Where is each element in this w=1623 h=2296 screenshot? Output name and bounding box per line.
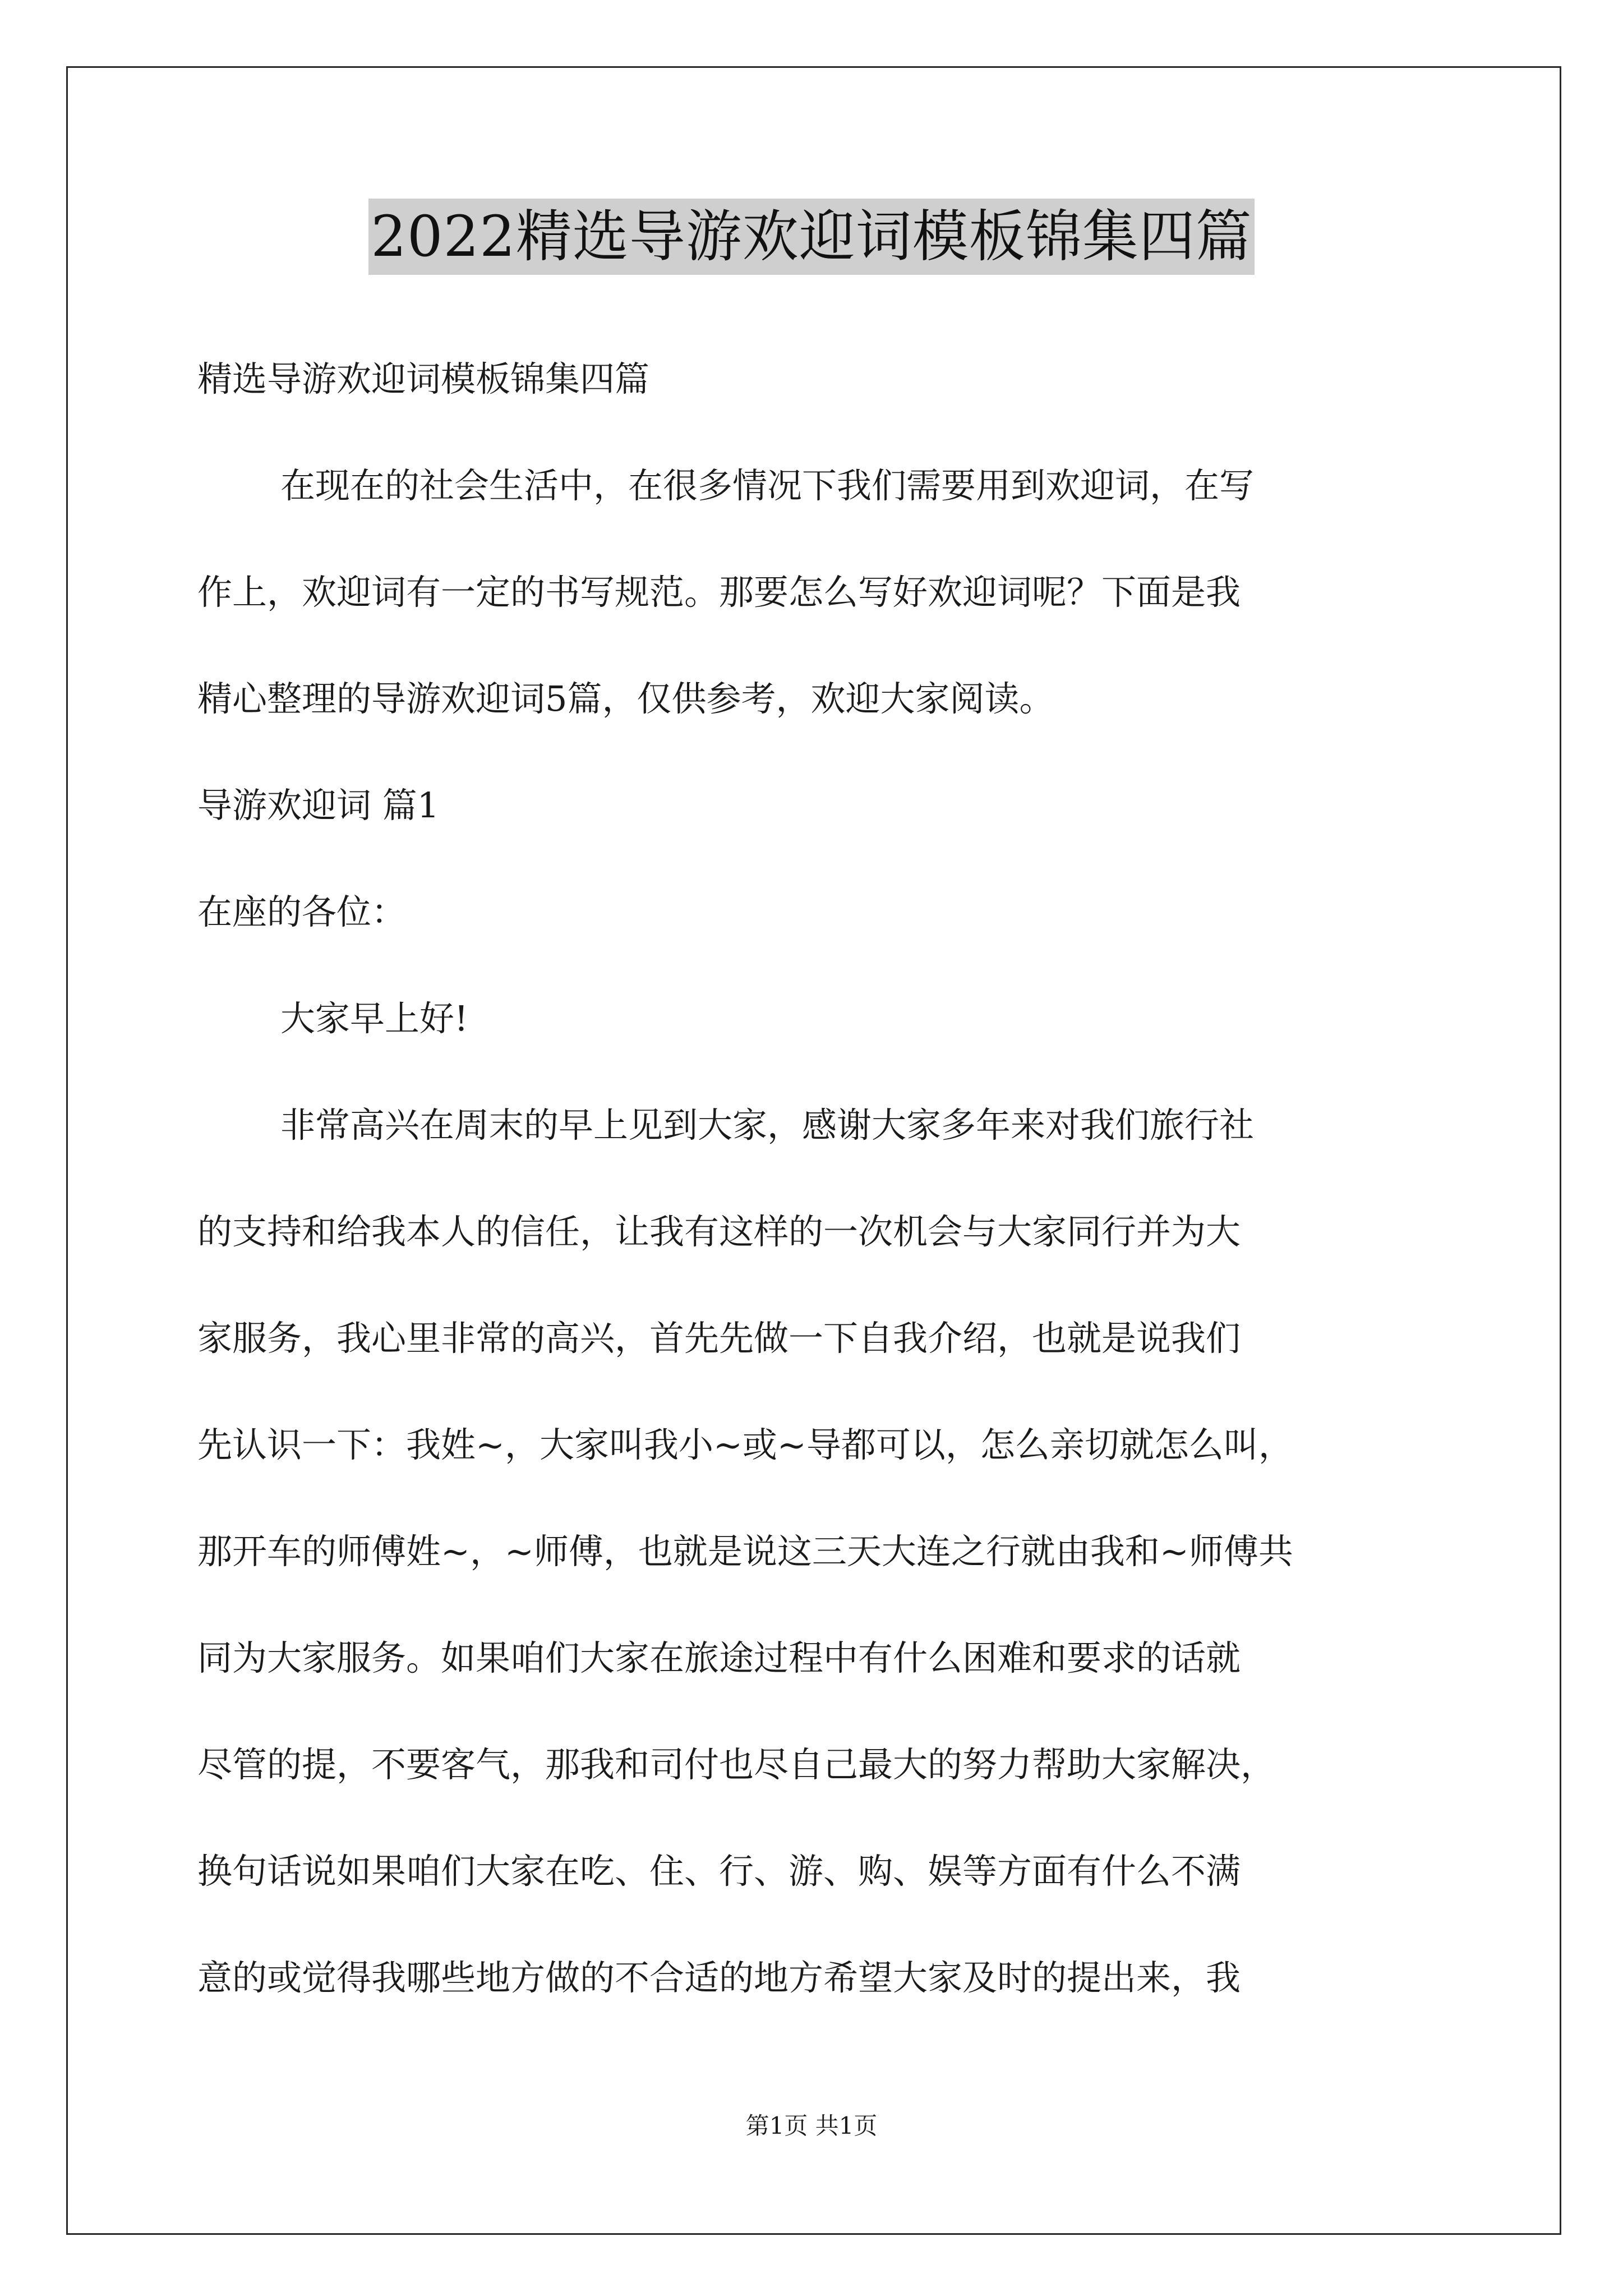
- intro-line: 在现在的社会生活中，在很多情况下我们需要用到欢迎词，在写: [280, 465, 1255, 506]
- body-line: 那开车的师傅姓~，~师傅，也就是说这三天大连之行就由我和~师傅共: [197, 1531, 1293, 1572]
- body-line: 先认识一下：我姓~，大家叫我小~或~导都可以，怎么亲切就怎么叫，: [197, 1424, 1293, 1465]
- body-line: 家服务，我心里非常的高兴，首先先做一下自我介绍，也就是说我们: [197, 1318, 1241, 1359]
- body-line: 的支持和给我本人的信任，让我有这样的一次机会与大家同行并为大: [197, 1211, 1241, 1252]
- body-line: 同为大家服务。如果咱们大家在旅途过程中有什么困难和要求的话就: [197, 1637, 1241, 1678]
- body-line: 换句话说如果咱们大家在吃、住、行、游、购、娱等方面有什么不满: [197, 1851, 1241, 1892]
- section-heading: 导游欢迎词 篇1: [197, 785, 440, 826]
- intro-line: 精心整理的导游欢迎词5篇，仅供参考，欢迎大家阅读。: [197, 678, 1054, 719]
- document-subtitle: 精选导游欢迎词模板锦集四篇: [197, 358, 650, 399]
- body-line: 非常高兴在周末的早上见到大家，感谢大家多年来对我们旅行社: [280, 1105, 1255, 1145]
- greeting: 大家早上好!: [280, 998, 468, 1039]
- document-title: 2022精选导游欢迎词模板锦集四篇: [368, 199, 1255, 275]
- body-line: 尽管的提，不要客气，那我和司付也尽自己最大的努力帮助大家解决，: [197, 1744, 1276, 1785]
- title-container: [0, 199, 1623, 275]
- salutation: 在座的各位：: [197, 891, 407, 932]
- page-number-footer: 第1页 共1页: [745, 2112, 878, 2139]
- body-line: 意的或觉得我哪些地方做的不合适的地方希望大家及时的提出来，我: [197, 1957, 1241, 1998]
- intro-line: 作上，欢迎词有一定的书写规范。那要怎么写好欢迎词呢？下面是我: [197, 572, 1241, 613]
